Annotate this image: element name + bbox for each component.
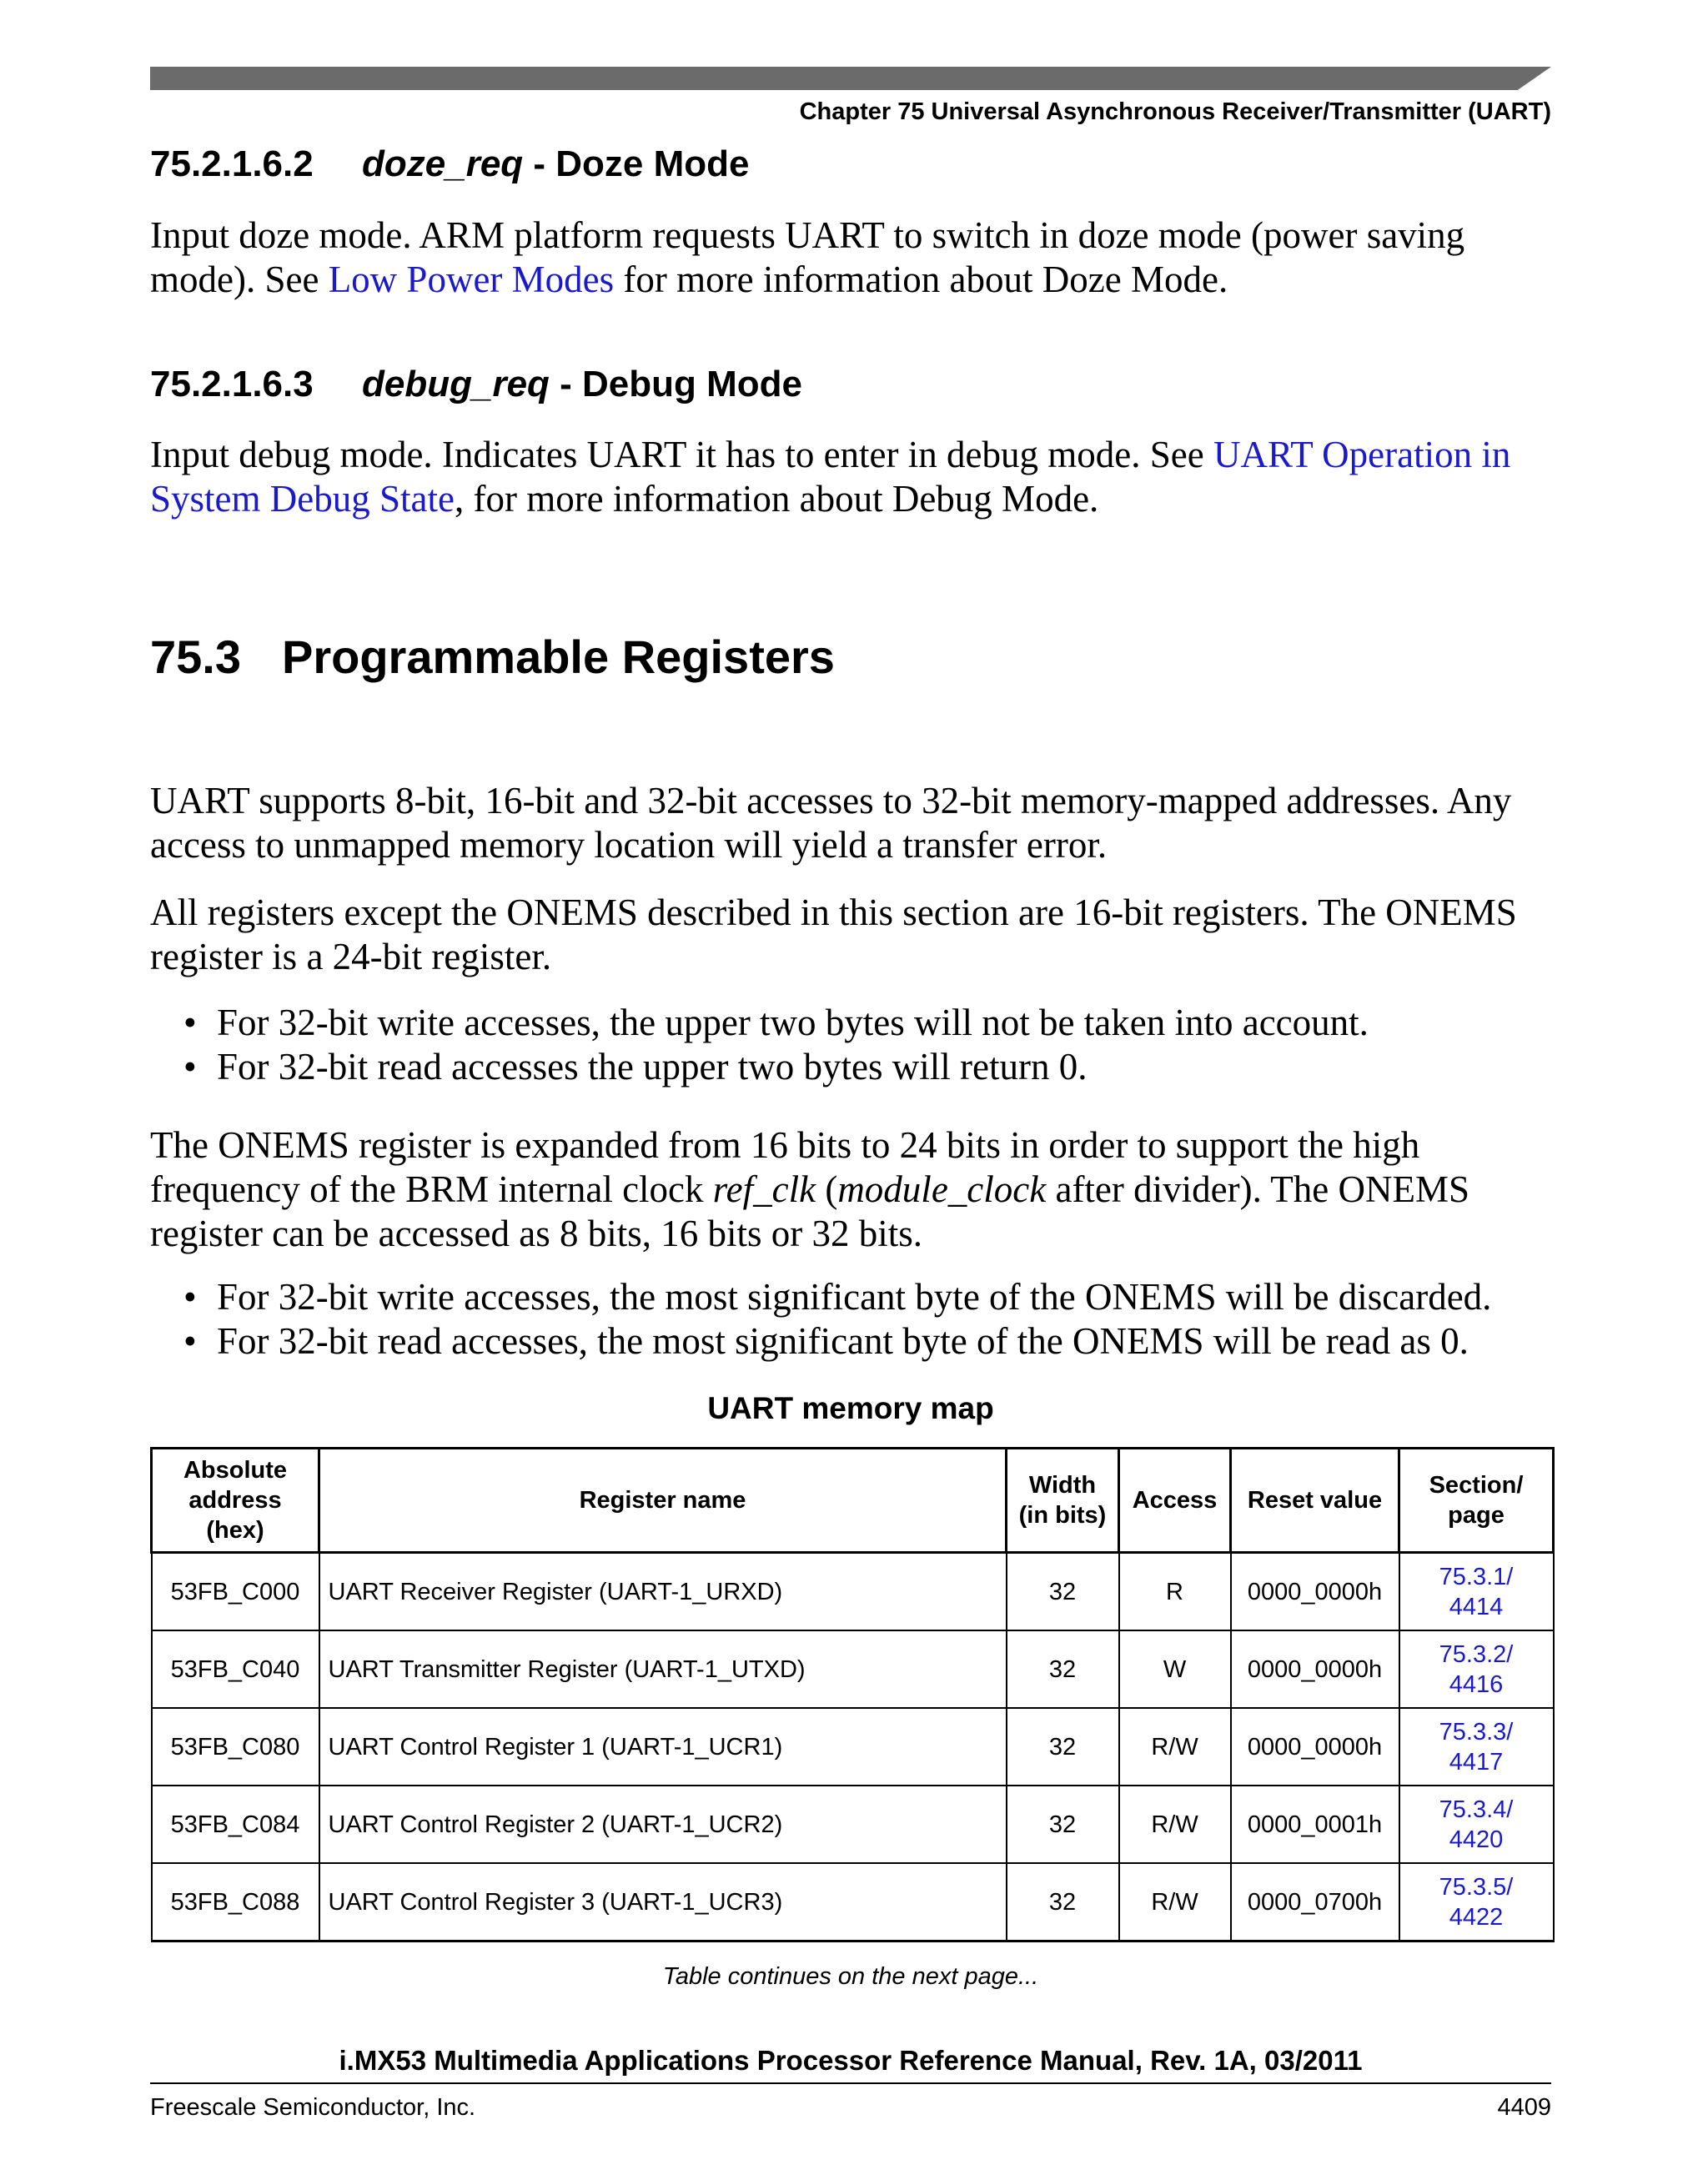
col-header-reset: Reset value	[1231, 1449, 1399, 1553]
onems-paragraph	[150, 1123, 1560, 1256]
cell-width: 32	[1007, 1708, 1119, 1786]
cell-width: 32	[1007, 1553, 1119, 1631]
cell-register-name: UART Control Register 1 (UART-1_UCR1)	[319, 1708, 1007, 1786]
doze-paragraph	[150, 213, 1560, 302]
table-row	[152, 1708, 1554, 1786]
cell-register-name: UART Control Register 3 (UART-1_UCR3)	[319, 1863, 1007, 1941]
cell-register-name: UART Transmitter Register (UART-1_UTXD)	[319, 1630, 1007, 1708]
cell-address: 53FB_C040	[152, 1630, 319, 1708]
section-ref[interactable]: 75.3.3/	[1439, 1718, 1514, 1746]
bullet-list-onems	[183, 1275, 1568, 1364]
table-row	[152, 1863, 1554, 1941]
text: (	[816, 1168, 838, 1210]
cell-address: 53FB_C084	[152, 1786, 319, 1863]
text: for more information about Doze Mode.	[614, 259, 1228, 300]
signal-module-clock: module_clock	[837, 1168, 1047, 1210]
cell-reset: 0000_0000h	[1231, 1553, 1399, 1631]
section-title: Programmable Registers	[282, 630, 835, 683]
cell-register-name: UART Control Register 2 (UART-1_UCR2)	[319, 1786, 1007, 1863]
col-header-address: Absolute address (hex)	[152, 1449, 319, 1553]
cell-register-name: UART Receiver Register (UART-1_URXD)	[319, 1553, 1007, 1631]
page-ref[interactable]: 4416	[1449, 1670, 1504, 1698]
signal-ref-clk: ref_clk	[712, 1168, 816, 1210]
text: Input debug mode. Indicates UART it has to enter in debug mode. See	[150, 434, 1213, 475]
table-title: UART memory map	[707, 1391, 994, 1425]
section-heading-doze	[150, 143, 750, 185]
header-bar	[150, 67, 1551, 90]
page-ref[interactable]: 4420	[1449, 1826, 1504, 1853]
cell-reset: 0000_0001h	[1231, 1786, 1399, 1863]
cell-reset: 0000_0000h	[1231, 1630, 1399, 1708]
memory-map-table	[150, 1447, 1555, 1942]
list-item: • For 32-bit write accesses, the upper two bytes will not be taken into account.	[183, 1001, 1568, 1045]
cell-access: R/W	[1119, 1708, 1231, 1786]
list-item: • For 32-bit read accesses, the most significant byte of the ONEMS will be read as 0.	[183, 1319, 1568, 1364]
col-header-width: Width (in bits)	[1007, 1449, 1119, 1553]
section-title: - Debug Mode	[549, 364, 803, 404]
section-ref[interactable]: 75.3.1/	[1439, 1563, 1514, 1590]
section-ref[interactable]: 75.3.4/	[1439, 1796, 1514, 1823]
cell-access: R/W	[1119, 1786, 1231, 1863]
link-uart-operation-debug[interactable]: UART Operation in System Debug State	[150, 434, 1511, 520]
cell-address: 53FB_C080	[152, 1708, 319, 1786]
table-row	[152, 1630, 1554, 1708]
bullet-list-16bit	[183, 1001, 1568, 1089]
chapter-title: Chapter 75 Universal Asynchronous Receiver/Transmitter (UART)	[799, 98, 1551, 125]
col-header-name: Register name	[319, 1449, 1007, 1553]
debug-paragraph	[150, 433, 1560, 521]
table-row	[152, 1786, 1554, 1863]
col-header-access: Access	[1119, 1449, 1231, 1553]
text: Input doze mode. ARM platform requests UART to switch in doze mode (power saving mode). See	[150, 214, 1465, 300]
access-paragraph: UART supports 8-bit, 16-bit and 32-bit accesses to 32-bit memory-mapped addresses. Any access to unmapped memory location will yield a transfer error.	[150, 780, 1512, 866]
table-row	[152, 1553, 1554, 1631]
table-header-row	[152, 1449, 1554, 1553]
page-ref[interactable]: 4422	[1449, 1903, 1504, 1931]
signal-name: doze_req	[362, 143, 524, 184]
cell-section-link[interactable]	[1399, 1553, 1554, 1631]
footer-title: i.MX53 Multimedia Applications Processor Reference Manual, Rev. 1A, 03/2011	[339, 2045, 1363, 2076]
register-width-paragraph: All registers except the ONEMS described in this section are 16-bit registers. The ONEMS register is a 24-bit register.	[150, 892, 1517, 977]
cell-reset: 0000_0700h	[1231, 1863, 1399, 1941]
text: after divider). The ONEMS register can be accessed as 8 bits, 16 bits or 32 bits.	[150, 1168, 1470, 1254]
cell-reset: 0000_0000h	[1231, 1708, 1399, 1786]
cell-access: R	[1119, 1553, 1231, 1631]
footer-company: Freescale Semiconductor, Inc.	[150, 2094, 476, 2121]
cell-section-link[interactable]	[1399, 1630, 1554, 1708]
list-item: • For 32-bit read accesses the upper two bytes will return 0.	[183, 1045, 1568, 1089]
cell-section-link[interactable]	[1399, 1786, 1554, 1863]
page-number: 4409	[1497, 2094, 1551, 2121]
cell-width: 32	[1007, 1863, 1119, 1941]
section-ref[interactable]: 75.3.5/	[1439, 1873, 1514, 1901]
text: The ONEMS register is expanded from 16 bits to 24 bits in order to support the high frequency of the BRM internal clock	[150, 1124, 1420, 1210]
table-continues-note: Table continues on the next page...	[662, 1963, 1039, 1990]
section-number: 75.3	[150, 630, 241, 683]
footer-divider	[150, 2082, 1551, 2084]
cell-address: 53FB_C000	[152, 1553, 319, 1631]
signal-name: debug_req	[362, 364, 550, 404]
list-item: • For 32-bit write accesses, the most significant byte of the ONEMS will be discarded.	[183, 1275, 1568, 1319]
cell-address: 53FB_C088	[152, 1863, 319, 1941]
link-low-power-modes[interactable]: Low Power Modes	[328, 259, 615, 300]
page-ref[interactable]: 4417	[1449, 1748, 1504, 1776]
cell-access: R/W	[1119, 1863, 1231, 1941]
section-number: 75.2.1.6.2	[150, 143, 314, 184]
page-ref[interactable]: 4414	[1449, 1593, 1504, 1620]
cell-width: 32	[1007, 1630, 1119, 1708]
section-heading-registers	[150, 630, 835, 684]
section-number: 75.2.1.6.3	[150, 364, 314, 404]
cell-access: W	[1119, 1630, 1231, 1708]
cell-width: 32	[1007, 1786, 1119, 1863]
cell-section-link[interactable]	[1399, 1863, 1554, 1941]
section-title: - Doze Mode	[523, 143, 750, 184]
section-ref[interactable]: 75.3.2/	[1439, 1640, 1514, 1668]
col-header-section: Section/ page	[1399, 1449, 1554, 1553]
cell-section-link[interactable]	[1399, 1708, 1554, 1786]
text: , for more information about Debug Mode.	[454, 478, 1099, 520]
section-heading-debug	[150, 364, 802, 405]
